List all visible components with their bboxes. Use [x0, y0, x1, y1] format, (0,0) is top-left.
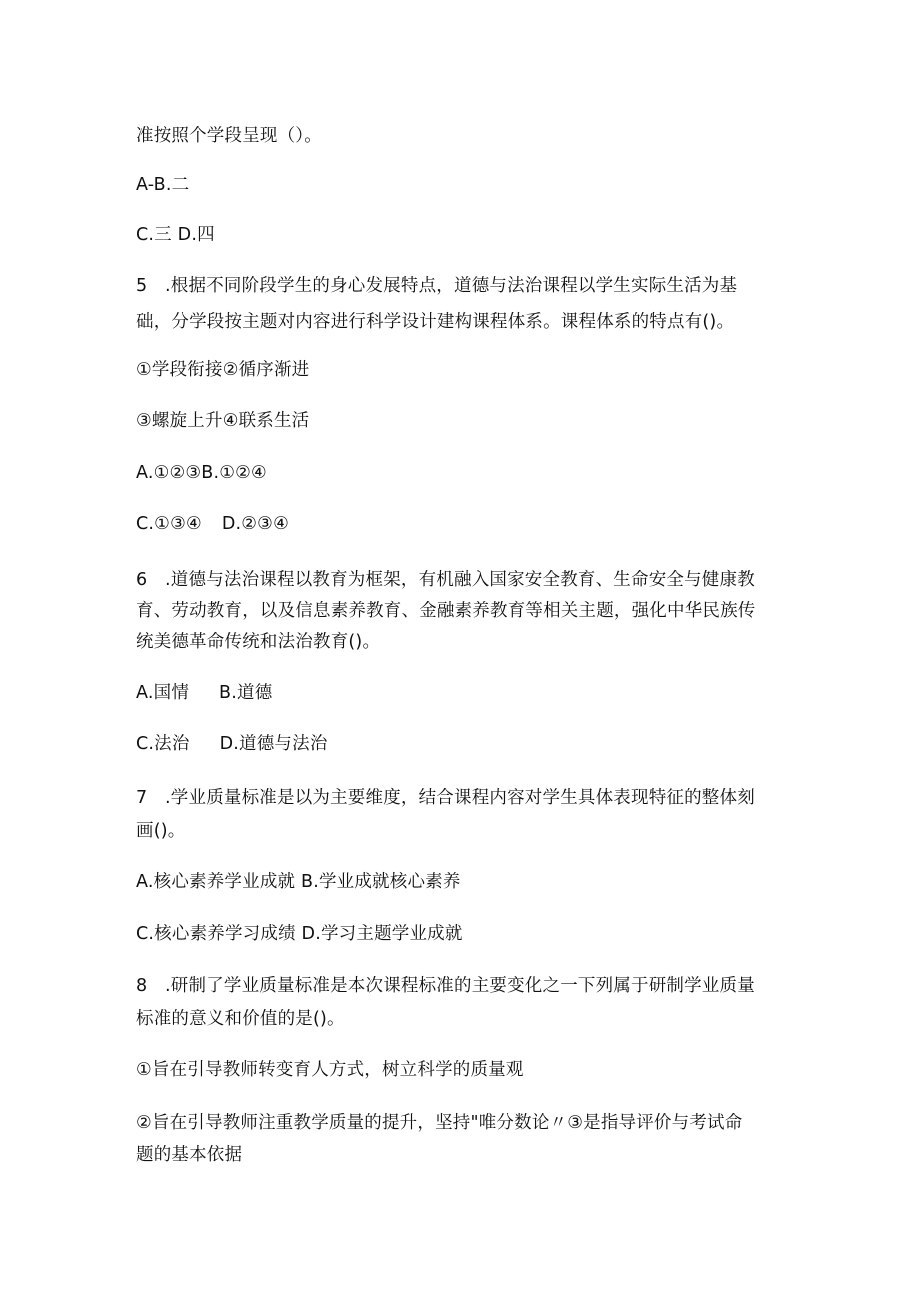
question-7-options: A.核心素养学业成就 B.学业成就核心素养 — [136, 872, 461, 892]
option-line: C.三 D.四 — [136, 225, 215, 245]
question-6-text: 6 .道德与法治课程以教育为框架，有机融入国家安全教育、生命安全与健康教 — [136, 570, 755, 590]
question-6-text: 育、劳动教育，以及信息素养教育、金融素养教育等相关主题，强化中华民族传 — [136, 601, 756, 621]
question-6-text: 统美德革命传统和法治教育()。 — [136, 632, 381, 652]
question-8-item: ②旨在引导教师注重教学质量的提升，坚持"唯分数论〃③是指导评价与考试命 — [136, 1113, 743, 1133]
question-6-options — [136, 734, 328, 754]
question-7-text: 画()。 — [136, 821, 186, 841]
option-line: A-B.二 — [136, 175, 190, 195]
question-8-item: 题的基本依据 — [136, 1145, 243, 1165]
option-c: C.法治 — [136, 734, 190, 754]
question-5-text: 础，分学段按主题对内容进行科学设计建构课程体系。课程体系的特点有()。 — [136, 312, 735, 332]
question-8-text: 标准的意义和价值的是()。 — [136, 1009, 345, 1029]
question-5-text: 5 .根据不同阶段学生的身心发展特点，道德与法治课程以学生实际生活为基 — [136, 276, 738, 296]
question-5-item: ①学段衔接②循序渐进 — [136, 360, 310, 380]
question-5-options: A.①②③B.①②④ — [136, 463, 267, 483]
option-a: A.国情 — [136, 683, 190, 703]
question-8-text: 8 .研制了学业质量标准是本次课程标准的主要变化之一下列属于研制学业质量 — [136, 976, 755, 996]
question-8-item: ①旨在引导教师转变育人方式，树立科学的质量观 — [136, 1060, 524, 1080]
question-7-options: C.核心素养学习成绩 D.学习主题学业成就 — [136, 924, 463, 944]
question-5-options — [136, 514, 289, 534]
text-line: 准按照个学段呈现（）。 — [136, 126, 322, 146]
question-5-item: ③螺旋上升④联系生活 — [136, 411, 310, 431]
question-7-text: 7 .学业质量标准是以为主要维度，结合课程内容对学生具体表现特征的整体刻 — [136, 788, 755, 808]
option-b: B.道德 — [219, 683, 273, 703]
question-6-options — [136, 683, 272, 703]
option-c: C.①③④ — [136, 514, 202, 534]
option-d: D.②③④ — [221, 514, 289, 534]
option-d: D.道德与法治 — [219, 734, 328, 754]
